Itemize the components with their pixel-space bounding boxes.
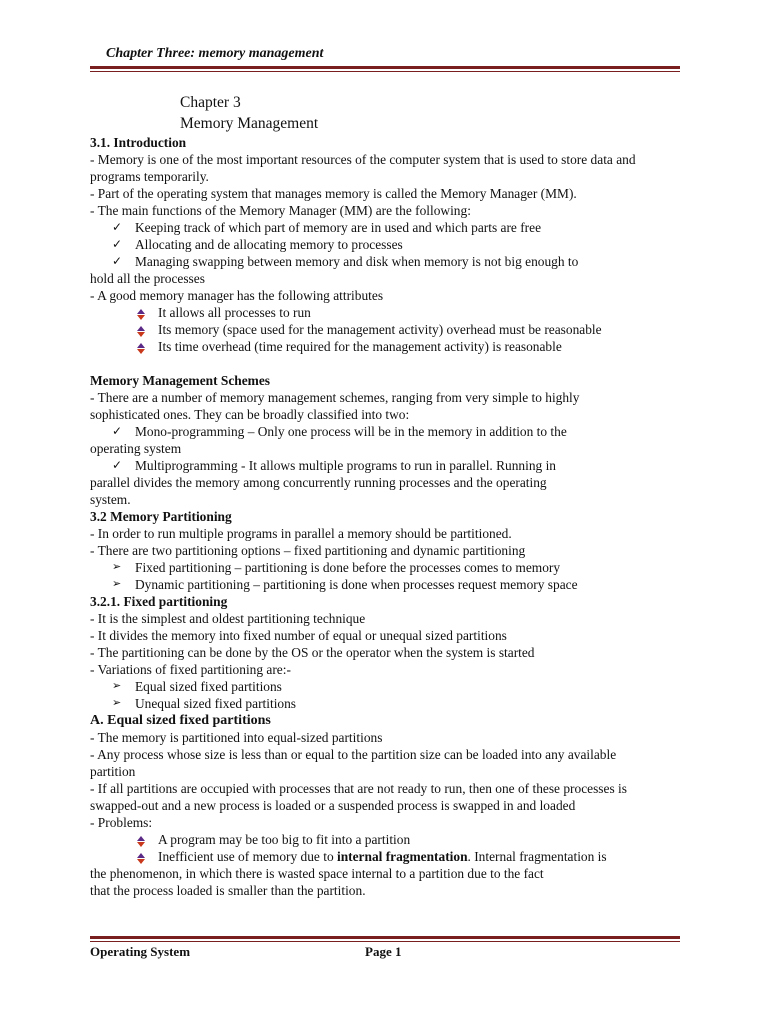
paragraph: - There are a number of memory management schemes, ranging from very simple to highly sophisticated ones. They can be broadly classified into two: [90,390,580,422]
section-heading-partitioning: 3.2 Memory Partitioning [90,509,232,524]
footer-rule [90,936,680,942]
checkmark-icon: ✓ [112,254,123,268]
section-heading-introduction: 3.1. Introduction [90,135,187,150]
running-header: Chapter Three: memory management [106,46,324,61]
check-item-continuation: parallel divides the memory among concurrently running processes and the operating system. [90,475,547,507]
paragraph: - Variations of fixed partitioning are:- [90,662,291,677]
bullet-item: Its time overhead (time required for the management activity) is reasonable [90,338,650,355]
paragraph: - The main functions of the Memory Manager (MM) are the following: [90,203,471,218]
term-internal-fragmentation: internal fragmentation [336,849,468,864]
arrow-right-icon: ➢ [112,680,122,692]
section-heading-fixed-partitioning: 3.2.1. Fixed partitioning [90,594,228,609]
bullet-item: It allows all processes to run [90,304,650,321]
arrow-right-icon: ➢ [112,561,122,573]
arrow-bullet-icon [136,851,146,868]
paragraph: - The memory is partitioned into equal-sized partitions [90,730,383,745]
bullet-item: A program may be too big to fit into a partition [90,831,650,848]
paragraph: - Any process whose size is less than or equal to the partition size can be loaded into any available partition [90,747,617,779]
paragraph: - If all partitions are occupied with processes that are not ready to run, then one of these processes is swapped-out and a new process is loaded or a suspended process is swapped in and loaded [90,781,627,813]
page-body [90,92,650,899]
check-item: ✓ Managing swapping between memory and disk when memory is not big enough to [112,254,579,269]
bullet-continuation: that the process loaded is smaller than the partition. [90,883,366,898]
chapter-title: Memory Management [180,115,319,132]
check-item-continuation: hold all the processes [90,271,205,286]
arrow-item: ➢ Unequal sized fixed partitions [112,696,297,711]
paragraph: - It is the simplest and oldest partitioning technique [90,611,366,626]
check-item: ✓ Keeping track of which part of memory are in used and which parts are free [112,220,542,235]
section-heading-schemes: Memory Management Schemes [90,373,270,388]
paragraph: - The partitioning can be done by the OS or the operator when the system is started [90,645,535,660]
chapter-number: Chapter 3 [180,94,241,111]
arrow-item: ➢ Fixed partitioning – partitioning is done before the processes comes to memory [112,560,561,575]
bullet-item: Its memory (space used for the management activity) overhead must be reasonable [90,321,650,338]
arrow-item: ➢ Equal sized fixed partitions [112,679,282,694]
check-item: ✓ Mono-programming – Only one process will be in the memory in addition to the [112,424,567,439]
arrow-bullet-icon [136,341,146,358]
paragraph: - It divides the memory into fixed number of equal or unequal sized partitions [90,628,507,643]
check-item: ✓ Allocating and de allocating memory to processes [112,237,403,252]
arrow-right-icon: ➢ [112,697,122,709]
arrow-right-icon: ➢ [112,578,122,590]
page-number: Page 1 [365,944,402,959]
paragraph: - Memory is one of the most important resources of the computer system that is used to store data and programs temporarily. [90,152,636,184]
checkmark-icon: ✓ [112,220,123,234]
checkmark-icon: ✓ [112,237,123,251]
bullet-continuation: the phenomenon, in which there is wasted space internal to a partition due to the fact [90,866,544,881]
bullet-item: Inefficient use of memory due to internal fragmentation. Internal fragmentation is [90,848,658,865]
paragraph: - Problems: [90,815,153,830]
checkmark-icon: ✓ [112,424,123,438]
check-item-continuation: operating system [90,441,182,456]
check-item: ✓ Multiprogramming - It allows multiple programs to run in parallel. Running in [112,458,557,473]
paragraph: - A good memory manager has the following attributes [90,288,384,303]
section-heading-equal-sized: A. Equal sized fixed partitions [90,713,271,728]
paragraph: - In order to run multiple programs in parallel a memory should be partitioned. [90,526,512,541]
header-rule [90,66,680,72]
paragraph: - Part of the operating system that manages memory is called the Memory Manager (MM). [90,186,577,201]
paragraph: - There are two partitioning options – fixed partitioning and dynamic partitioning [90,543,526,558]
arrow-item: ➢ Dynamic partitioning – partitioning is done when processes request memory space [112,577,578,592]
checkmark-icon: ✓ [112,458,123,472]
footer-course-title: Operating System [90,944,191,959]
